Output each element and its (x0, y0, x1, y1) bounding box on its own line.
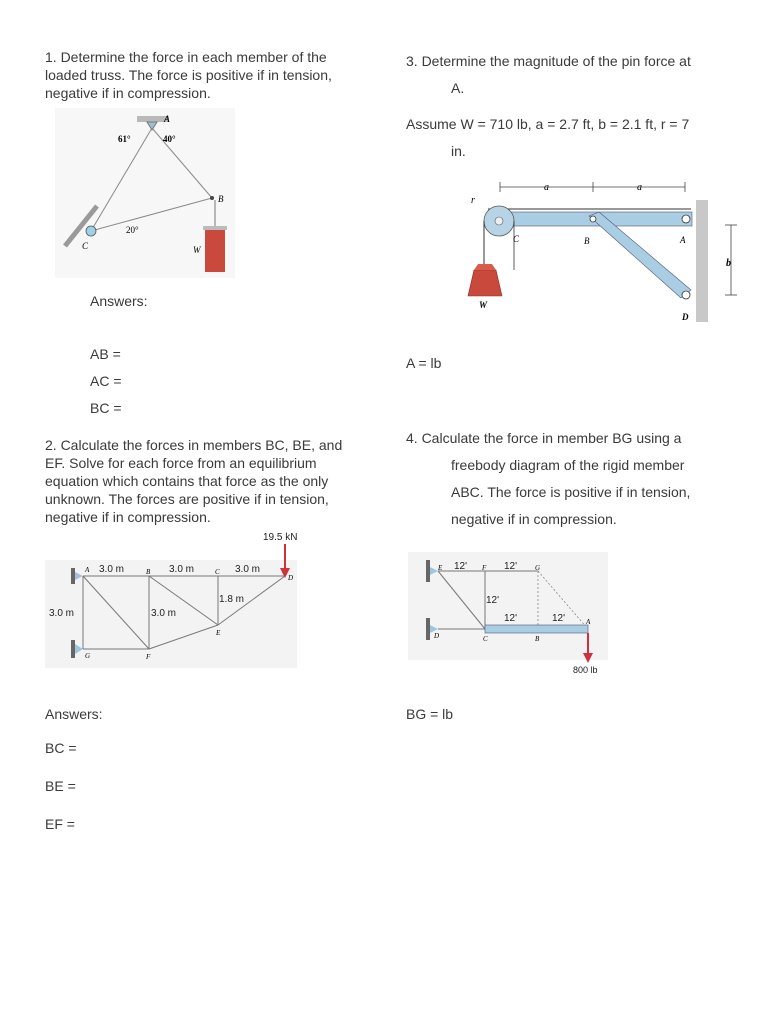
q2-load-label: 19.5 kN (263, 532, 298, 543)
q4-node-f: F (482, 564, 487, 572)
q4-text: 4. Calculate the force in member BG using a freebody diagram of the rigid member ABC. The force is positive if in tension, negative if in compression. (406, 430, 691, 527)
q2-dim-left: 3.0 m (49, 608, 75, 619)
q3-dim-r: r (471, 195, 475, 206)
q4-load-label: 800 lb (573, 665, 598, 675)
q3-label-d: D (682, 312, 689, 322)
q1-answer-ab: AB = (90, 346, 121, 362)
q1-figure (55, 108, 235, 278)
q4-node-a: A (586, 618, 591, 626)
q2-node-f: F (146, 653, 151, 661)
q4-node-g: G (535, 564, 541, 572)
q2-node-g: G (85, 652, 91, 660)
q2-node-d: D (288, 574, 294, 582)
q1-label-b: B (218, 194, 224, 204)
q1-prompt (45, 48, 365, 102)
q4-node-e: E (438, 564, 443, 572)
q2-prompt (45, 436, 363, 526)
q1-text: 1. Determine the force in each member of the loaded truss. The force is positive if in tension, negative if in compression. (45, 49, 332, 101)
q1-answer-ac: AC = (90, 373, 122, 389)
q4-node-c: C (483, 635, 488, 643)
q2-node-a: A (85, 566, 90, 574)
q1-angle-40: 40° (163, 134, 176, 144)
q1-label-a: A (164, 114, 171, 124)
q2-node-c: C (215, 568, 220, 576)
q1-angle-61: 61° (118, 134, 131, 144)
q2-text: 2. Calculate the forces in members BC, BE, and EF. Solve for each force from an equilibrium equation which contains that force as the only unknown. The forces are positive if in tension, negative if in compression. (45, 437, 343, 525)
q2-dim-bc: 3.0 m (169, 564, 195, 575)
q3-label-a: A (680, 235, 686, 245)
q1-answers-label: Answers: (90, 293, 148, 309)
q1-label-w: W (193, 245, 201, 255)
q3-dim-a2: a (637, 182, 642, 193)
q4-prompt (406, 425, 718, 533)
q2-dim-ab: 3.0 m (99, 564, 125, 575)
q4-dim-fg: 12' (504, 561, 518, 572)
q3-assume-text: Assume W = 710 lb, a = 2.7 ft, b = 2.1 ft, r = 7 in. (406, 116, 690, 159)
q4-dim-ba: 12' (552, 613, 566, 624)
q2-dim-ce: 1.8 m (219, 594, 245, 605)
q4-dim-ef: 12' (454, 561, 468, 572)
q3-label-c: C (513, 234, 520, 244)
q4-dim-cb: 12' (504, 613, 518, 624)
q4-dim-fc: 12' (486, 595, 500, 606)
q2-figure (45, 528, 310, 668)
q1-answer-bc: BC = (90, 400, 122, 416)
q3-label-b: B (584, 236, 590, 246)
q2-answer-be: BE = (45, 778, 76, 794)
q2-answers-label: Answers: (45, 706, 103, 722)
q3-assume (406, 111, 706, 165)
q4-answer: BG = lb (406, 706, 454, 722)
q1-label-c: C (82, 241, 89, 251)
q3-label-w: W (479, 300, 488, 310)
q1-angle-20: 20° (126, 225, 139, 235)
q2-node-e: E (216, 629, 221, 637)
q3-dim-b: b (726, 258, 731, 269)
q2-answer-bc: BC = (45, 740, 77, 756)
q4-node-b: B (535, 635, 540, 643)
q2-dim-mid: 3.0 m (151, 608, 177, 619)
q3-prompt (406, 48, 706, 102)
q3-text: 3. Determine the magnitude of the pin force at A. (406, 53, 691, 96)
q4-node-d: D (434, 632, 440, 640)
q4-figure (408, 552, 618, 682)
q3-dim-a1: a (544, 182, 549, 193)
q2-answer-ef: EF = (45, 816, 75, 832)
q3-figure (455, 178, 745, 322)
q3-answer: A = lb (406, 355, 442, 371)
q2-dim-cd: 3.0 m (235, 564, 261, 575)
q2-node-b: B (146, 568, 151, 576)
